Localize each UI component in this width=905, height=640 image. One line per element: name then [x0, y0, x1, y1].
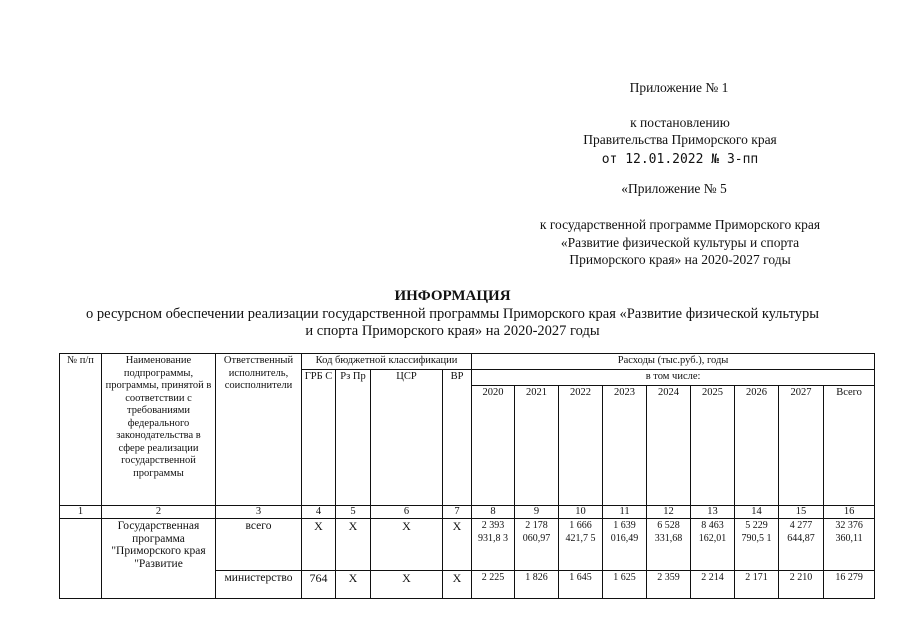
column-index: 16: [824, 506, 875, 519]
column-index: 2: [102, 506, 216, 519]
amount-cell: 2 225: [472, 571, 515, 599]
amount-cell: 1 826: [515, 571, 559, 599]
column-index: 8: [472, 506, 515, 519]
document-subtitle-line2: и спорта Приморского края» на 2020-2027 годы: [305, 323, 600, 339]
column-index: 11: [603, 506, 647, 519]
column-index: 14: [735, 506, 779, 519]
amount-cell: 1 666 421,7 5: [559, 519, 603, 571]
csr-cell: X: [371, 519, 443, 571]
amount-cell: 4 277 644,87: [779, 519, 824, 571]
amount-cell: 2 210: [779, 571, 824, 599]
amount-total-cell: 32 376 360,11: [824, 519, 875, 571]
amount-cell: 1 639 016,49: [603, 519, 647, 571]
csr-cell: X: [371, 571, 443, 599]
row-number: [60, 519, 102, 599]
header-year: 2026: [735, 386, 779, 506]
document-subtitle-line1: о ресурсном обеспечении реализации государственной программы Приморского края «Развитие физической культуры: [86, 306, 819, 322]
header-including: в том числе:: [472, 370, 875, 386]
rzpr-cell: X: [336, 571, 371, 599]
column-index: 9: [515, 506, 559, 519]
amount-cell: 2 171: [735, 571, 779, 599]
header-year: 2023: [603, 386, 647, 506]
amount-cell: 8 463 162,01: [691, 519, 735, 571]
amount-cell: 5 229 790,5 1: [735, 519, 779, 571]
header-col-csr: ЦСР: [371, 370, 443, 506]
column-index: 13: [691, 506, 735, 519]
header-col-name: Наименование подпрограммы, программы, принятой в соответствии с требованиями федерального законодательства в сфере реализации государственной программы: [102, 354, 216, 506]
header-year: 2027: [779, 386, 824, 506]
header-year: 2021: [515, 386, 559, 506]
resource-table: [59, 353, 875, 599]
program-name-cell: Государственная программа "Приморского края "Развитие: [102, 519, 216, 599]
document-title: ИНФОРМАЦИЯ: [394, 288, 511, 304]
rzpr-cell: X: [336, 519, 371, 571]
header-col-vr: ВР: [443, 370, 472, 506]
table-row: [60, 519, 875, 571]
appendix5-label: «Приложение № 5: [621, 181, 727, 196]
vr-cell: X: [443, 519, 472, 571]
amount-cell: 1 645: [559, 571, 603, 599]
program-name-line1: «Развитие физической культуры и спорта: [560, 235, 800, 250]
column-index: 3: [216, 506, 302, 519]
executor-cell: всего: [216, 519, 302, 571]
header-year: 2022: [559, 386, 603, 506]
amount-cell: 2 359: [647, 571, 691, 599]
amount-total-cell: 16 279: [824, 571, 875, 599]
to-program-label: к государственной программе Приморского края: [539, 217, 821, 232]
column-index: 7: [443, 506, 472, 519]
program-name-line2: Приморского края» на 2020-2027 годы: [569, 252, 791, 267]
to-resolution-label: к постановлению: [630, 115, 730, 130]
column-index: 5: [336, 506, 371, 519]
column-index: 1: [60, 506, 102, 519]
amount-cell: 6 528 331,68: [647, 519, 691, 571]
column-index: 10: [559, 506, 603, 519]
resolution-date-number: от 12.01.2022 № 3-пп: [601, 152, 759, 167]
header-col-executor: Ответственный исполнитель, соисполнители: [216, 354, 302, 506]
executor-cell: министерство: [216, 571, 302, 599]
header-year: 2020: [472, 386, 515, 506]
column-index: 15: [779, 506, 824, 519]
column-index: 12: [647, 506, 691, 519]
grbs-cell: X: [302, 519, 336, 571]
amount-cell: 2 214: [691, 571, 735, 599]
vr-cell: X: [443, 571, 472, 599]
header-total: Всего: [824, 386, 875, 506]
header-budget-classification: Код бюджетной классификации: [302, 354, 472, 370]
header-col-no: № п/п: [60, 354, 102, 506]
column-index: 4: [302, 506, 336, 519]
amount-cell: 2 393 931,8 3: [472, 519, 515, 571]
amount-cell: 2 178 060,97: [515, 519, 559, 571]
amount-cell: 1 625: [603, 571, 647, 599]
header-col-grbs: ГРБ С: [302, 370, 336, 506]
appendix-label: Приложение № 1: [629, 80, 729, 95]
header-year: 2024: [647, 386, 691, 506]
government-label: Правительства Приморского края: [583, 132, 777, 147]
header-expenses: Расходы (тыс.руб.), годы: [472, 354, 875, 370]
grbs-cell: 764: [302, 571, 336, 599]
header-year: 2025: [691, 386, 735, 506]
header-col-rzpr: Рз Пр: [336, 370, 371, 506]
column-index: 6: [371, 506, 443, 519]
